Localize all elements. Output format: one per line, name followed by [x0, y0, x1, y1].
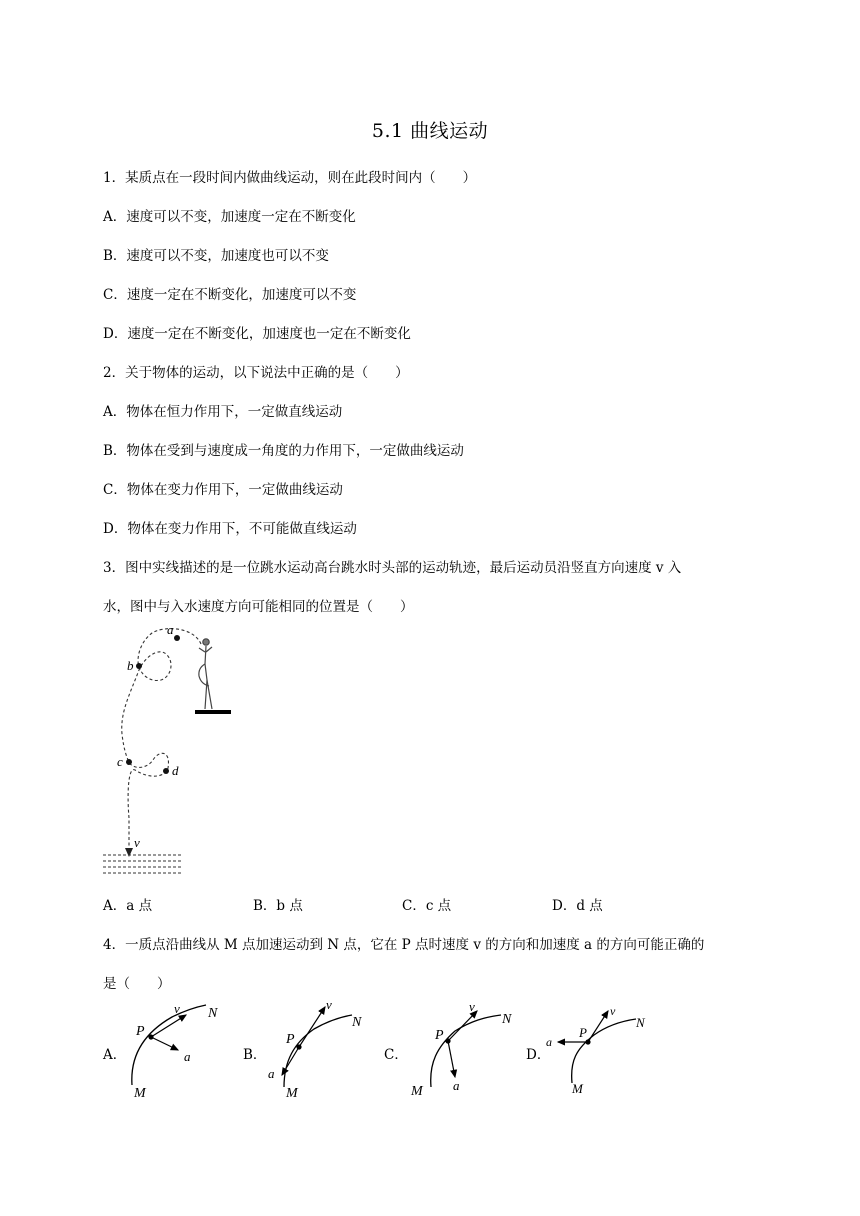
label-v: v	[326, 997, 332, 1012]
q4-option-b-letter: B．	[243, 1047, 267, 1063]
q4-stem-line2: 是（ ）	[103, 976, 171, 992]
trajectory-path	[122, 629, 201, 853]
point-a	[174, 635, 180, 641]
label-a: a	[167, 622, 174, 637]
label-m: M	[411, 1084, 423, 1099]
velocity-arrow-icon	[125, 848, 133, 857]
curve-path	[431, 1015, 501, 1087]
label-m: M	[286, 1086, 298, 1100]
q2-option-c: C．物体在变力作用下，一定做曲线运动	[103, 482, 343, 498]
q1-option-c: C．速度一定在不断变化，加速度可以不变	[103, 287, 357, 303]
point-c	[126, 759, 132, 765]
q1-option-b: B．速度可以不变，加速度也可以不变	[103, 248, 329, 264]
q3-option-b: B．b 点	[253, 898, 303, 914]
q4-figure-d	[542, 995, 657, 1100]
label-a: a	[268, 1066, 275, 1081]
velocity-arrow-icon	[448, 1011, 477, 1041]
q3-diving-trajectory-figure	[95, 620, 245, 880]
q2-stem: 2．关于物体的运动，以下说法中正确的是（ ）	[103, 365, 409, 381]
acceleration-arrow-icon	[448, 1041, 455, 1077]
q2-option-d: D．物体在变力作用下，不可能做直线运动	[103, 521, 357, 537]
q4-option-a-letter: A．	[103, 1047, 127, 1063]
label-p: P	[435, 1028, 444, 1043]
q1-option-d: D．速度一定在不断变化，加速度也一定在不断变化	[103, 326, 411, 342]
q1-option-a: A．速度可以不变，加速度一定在不断变化	[103, 209, 356, 225]
q4-figure-a	[120, 995, 230, 1100]
acceleration-arrow-icon	[282, 1047, 299, 1075]
q4-stem-line1: 4．一质点沿曲线从 M 点加速运动到 N 点，它在 P 点时速度 v 的方向和加速度 a 的方向可能正确的	[103, 937, 705, 953]
label-p: P	[286, 1032, 295, 1047]
label-v: v	[174, 1001, 180, 1016]
q3-stem-line1: 3．图中实线描述的是一位跳水运动高台跳水时头部的运动轨迹，最后运动员沿竖直方向速度 v 入	[103, 560, 682, 576]
diver-icon	[199, 639, 212, 709]
label-p: P	[579, 1025, 587, 1040]
label-n: N	[636, 1015, 645, 1030]
label-n: N	[208, 1006, 218, 1021]
label-a: a	[453, 1078, 460, 1093]
label-d: d	[172, 763, 179, 778]
q3-option-d: D．d 点	[552, 898, 603, 914]
label-p: P	[136, 1024, 145, 1039]
q3-option-c: C．c 点	[402, 898, 452, 914]
label-v: v	[134, 835, 140, 850]
q1-stem: 1．某质点在一段时间内做曲线运动，则在此段时间内（ ）	[103, 170, 477, 186]
q4-figure-c	[405, 995, 520, 1100]
label-c: c	[117, 754, 123, 769]
label-n: N	[352, 1015, 362, 1030]
point-b	[136, 663, 142, 669]
label-v: v	[469, 999, 475, 1014]
velocity-arrow-icon	[151, 1015, 186, 1037]
label-v: v	[610, 1004, 616, 1018]
label-n: N	[502, 1012, 512, 1027]
q2-option-a: A．物体在恒力作用下，一定做直线运动	[103, 404, 343, 420]
q4-option-d-letter: D．	[526, 1047, 551, 1063]
point-d	[163, 768, 169, 774]
label-a: a	[546, 1035, 552, 1049]
q3-stem-line2: 水，图中与入水速度方向可能相同的位置是（ ）	[103, 599, 414, 615]
q2-option-b: B．物体在受到与速度成一角度的力作用下，一定做曲线运动	[103, 443, 464, 459]
q4-figure-b	[262, 995, 372, 1100]
q4-option-c-letter: C．	[384, 1047, 408, 1063]
q3-option-a: A．a 点	[103, 898, 153, 914]
label-m: M	[134, 1086, 146, 1100]
label-b: b	[127, 658, 134, 673]
water-surface	[103, 855, 181, 873]
page-title: 5.1 曲线运动	[371, 120, 489, 142]
velocity-arrow-icon	[588, 1011, 608, 1042]
velocity-arrow-icon	[299, 1007, 325, 1047]
acceleration-arrow-icon	[151, 1037, 178, 1050]
platform-icon	[195, 710, 231, 714]
curve-path	[284, 1015, 352, 1087]
label-m: M	[572, 1081, 583, 1096]
label-a: a	[184, 1049, 191, 1064]
